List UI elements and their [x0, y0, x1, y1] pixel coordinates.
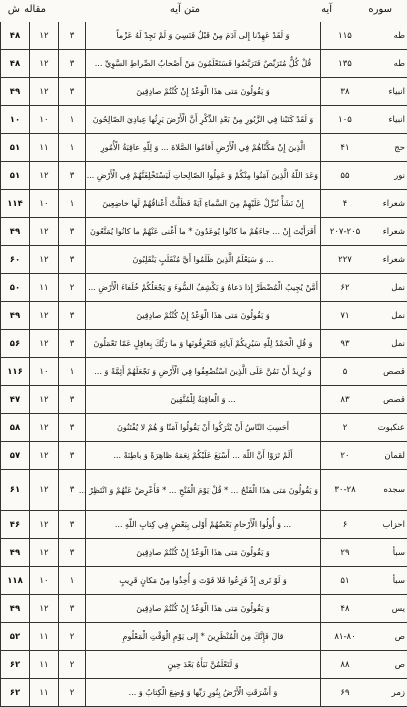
section-cell: ۱۰	[30, 190, 59, 218]
verse-text-cell: وَ يَقُولُونَ مَتى هذَا الْفَتْحُ ... * قُلْ يَوْمَ الْفَتْحِ ... * فَأَعْرِضْ عَنْهُمْ وَ انْتَظِرْ ...	[86, 470, 321, 511]
volume-cell: ۲	[59, 651, 86, 679]
table-row	[1, 623, 407, 651]
ayah-number-cell: ۲۰	[321, 442, 370, 470]
volume-cell: ۲	[59, 623, 86, 651]
volume-cell: ۳	[59, 470, 86, 511]
volume-cell: ۱	[59, 567, 86, 595]
surah-cell: سجده	[369, 470, 407, 511]
section-cell: ۱۲	[30, 246, 59, 274]
section-cell: ۱۲	[30, 414, 59, 442]
table-row	[1, 442, 407, 470]
verse-text-cell: وَ يَقُولُونَ مَتى هذَا الْوَعْدُ إِنْ كُنْتُمْ صادِقِينَ	[86, 302, 321, 330]
volume-cell: ۳	[59, 218, 86, 246]
ayah-number-cell: ۲۰۷-۲۰۵	[321, 218, 370, 246]
table-row	[1, 106, 407, 134]
surah-cell: قصص	[369, 358, 407, 386]
table-row	[1, 358, 407, 386]
section-cell: ۱۲	[30, 511, 59, 539]
section-cell: ۱۲	[30, 302, 59, 330]
volume-cell: ۱	[59, 190, 86, 218]
page-number-cell: ۴۶	[1, 511, 30, 539]
table-row	[1, 330, 407, 358]
table-row	[1, 651, 407, 679]
section-cell: ۱۲	[30, 470, 59, 511]
ayah-number-cell: ۶	[321, 511, 370, 539]
surah-cell: ص	[369, 651, 407, 679]
ayah-number-cell: ۹۳	[321, 330, 370, 358]
surah-cell: شعراء	[369, 218, 407, 246]
section-cell: ۱۱	[30, 274, 59, 302]
section-cell: ۱۲	[30, 595, 59, 623]
page-number-cell: ۶۱	[1, 470, 30, 511]
page-number-cell: ۱۱۸	[1, 567, 30, 595]
surah-cell: زمر	[369, 679, 407, 707]
table-row	[1, 595, 407, 623]
section-cell: ۱۲	[30, 22, 59, 50]
verse-text-cell: ... وَ سَيَعْلَمُ الَّذِينَ ظَلَمُوا أَيَّ مُنْقَلَبٍ يَنْقَلِبُونَ	[86, 246, 321, 274]
verse-text-cell: وَ لَوْ تَرى إِذْ فَزِعُوا فَلا فَوْتَ وَ أُخِذُوا مِنْ مَكانٍ قَرِيبٍ	[86, 567, 321, 595]
verse-text-cell: وَ لَقَدْ عَهِدْنا إِلى آدَمَ مِنْ قَبْلُ فَنَسِيَ وَ لَمْ نَجِدْ لَهُ عَزْماً	[86, 22, 321, 50]
ayah-number-cell: ۳۰-۲۸	[321, 470, 370, 511]
page-number-cell: ۵۶	[1, 330, 30, 358]
section-cell: ۱۱	[30, 651, 59, 679]
surah-cell: انبیاء	[369, 78, 407, 106]
section-cell: ۱۲	[30, 442, 59, 470]
section-cell: ۱۰	[30, 567, 59, 595]
table-row	[1, 679, 407, 707]
table-row	[1, 386, 407, 414]
ayah-number-cell: ۵۵	[321, 162, 370, 190]
ayah-number-cell: ۶۹	[321, 679, 370, 707]
page-number-cell: ۱۱۶	[1, 358, 30, 386]
volume-cell: ۱	[59, 106, 86, 134]
verse-text-cell: وَ لَتَعْلَمُنَّ نَبَأَهُ بَعْدَ حِينٍ	[86, 651, 321, 679]
page-number-cell: ۱۱۴	[1, 190, 30, 218]
section-cell: ۱۱	[30, 134, 59, 162]
surah-cell: لقمان	[369, 442, 407, 470]
ayah-number-cell: ۵۱	[321, 567, 370, 595]
surah-cell: قصص	[369, 386, 407, 414]
table-row	[1, 539, 407, 567]
volume-cell: ۳	[59, 246, 86, 274]
verse-index-table	[0, 22, 407, 707]
verse-text-cell: الَّذِينَ إِنْ مَكَّنّاهُمْ فِي الْأَرْضِ أَقامُوا الصَّلاةَ ... وَ لِلّهِ عاقِبَةُ الْأُمُورِ	[86, 134, 321, 162]
table-row	[1, 302, 407, 330]
table-row	[1, 190, 407, 218]
volume-cell: ۳	[59, 442, 86, 470]
volume-cell: ۳	[59, 22, 86, 50]
surah-cell: شعراء	[369, 246, 407, 274]
page-number-cell: ۴۷	[1, 386, 30, 414]
section-cell: ۱۰	[30, 106, 59, 134]
verse-text-cell: وَ يَقُولُونَ مَتى هذَا الْوَعْدُ إِنْ كُنْتُمْ صادِقِينَ	[86, 539, 321, 567]
page-number-cell: ۶۲	[1, 679, 30, 707]
ayah-number-cell: ۲	[321, 414, 370, 442]
table-row	[1, 274, 407, 302]
verse-text-cell: وَ لَقَدْ كَتَبْنا فِي الزَّبُورِ مِنْ بَعْدِ الذِّكْرِ أَنَّ الْأَرْضَ يَرِثُها عِبادِيَ الصّالِحُونَ	[86, 106, 321, 134]
header-ayah: آیه	[321, 4, 332, 15]
volume-cell: ۲	[59, 679, 86, 707]
section-cell: ۱۲	[30, 386, 59, 414]
surah-cell: عنكبوت	[369, 414, 407, 442]
surah-cell: نمل	[369, 302, 407, 330]
table-row	[1, 162, 407, 190]
page-number-cell: ۵۱	[1, 134, 30, 162]
surah-cell: یس	[369, 595, 407, 623]
ayah-number-cell: ۸۱-۸۰	[321, 623, 370, 651]
verse-text-cell: أَمَّنْ يُجِيبُ الْمُضْطَرَّ إِذا دَعاهُ وَ يَكْشِفُ السُّوءَ وَ يَجْعَلُكُمْ خُلَفاءَ الْأَرْضِ ...	[86, 274, 321, 302]
volume-cell: ۳	[59, 302, 86, 330]
volume-cell: ۳	[59, 330, 86, 358]
surah-cell: نمل	[369, 330, 407, 358]
surah-cell: حج	[369, 134, 407, 162]
verse-text-cell: وَعَدَ اللّهُ الَّذِينَ آمَنُوا مِنْكُمْ وَ عَمِلُوا الصّالِحاتِ لَيَسْتَخْلِفَنَّهُمْ فِي الْأَرْضِ ...	[86, 162, 321, 190]
verse-text-cell: وَ يَقُولُونَ مَتى هذَا الْوَعْدُ إِنْ كُنْتُمْ صادِقِينَ	[86, 595, 321, 623]
page-number-cell: ۵۲	[1, 623, 30, 651]
verse-text-cell: أَحَسِبَ النّاسُ أَنْ يُتْرَكُوا أَنْ يَقُولُوا آمَنّا وَ هُمْ لا يُفْتَنُونَ	[86, 414, 321, 442]
verse-text-cell: ... وَ الْعاقِبَةُ لِلْمُتَّقِينَ	[86, 386, 321, 414]
section-cell: ۱۲	[30, 78, 59, 106]
section-cell: ۱۰	[30, 358, 59, 386]
page-number-cell: ۴۹	[1, 539, 30, 567]
ayah-number-cell: ۲۲۷	[321, 246, 370, 274]
page-number-cell: ۵۱	[1, 162, 30, 190]
ayah-number-cell: ۸۸	[321, 651, 370, 679]
page-number-cell: ۱۰	[1, 106, 30, 134]
surah-cell: طه	[369, 22, 407, 50]
volume-cell: ۳	[59, 511, 86, 539]
ayah-number-cell: ۵	[321, 358, 370, 386]
volume-cell: ۳	[59, 162, 86, 190]
surah-cell: ص	[369, 623, 407, 651]
ayah-number-cell: ۴۱	[321, 134, 370, 162]
verse-text-cell: وَ قُلِ الْحَمْدُ لِلّهِ سَيُرِيكُمْ آياتِهِ فَتَعْرِفُونَها وَ ما رَبُّكَ بِغافِلٍ عَمّا تَعْمَلُونَ	[86, 330, 321, 358]
surah-cell: سبأ	[369, 567, 407, 595]
surah-cell: احزاب	[369, 511, 407, 539]
verse-text-cell: إِنْ نَشَأْ نُنَزِّلْ عَلَيْهِمْ مِنَ السَّماءِ آيَةً فَظَلَّتْ أَعْناقُهُمْ لَها خاضِعِينَ	[86, 190, 321, 218]
section-cell: ۱۲	[30, 539, 59, 567]
page-number-cell: ۴۹	[1, 302, 30, 330]
ayah-number-cell: ۲۹	[321, 539, 370, 567]
table-row	[1, 218, 407, 246]
column-header-row	[0, 0, 400, 20]
verse-text-cell: وَ يَقُولُونَ مَتى هذَا الْوَعْدُ إِنْ كُنْتُمْ صادِقِينَ	[86, 78, 321, 106]
surah-cell: سبأ	[369, 539, 407, 567]
table-row	[1, 511, 407, 539]
ayah-number-cell: ۷۱	[321, 302, 370, 330]
volume-cell: ۳	[59, 78, 86, 106]
header-surah: سوره	[368, 4, 392, 15]
page-number-cell: ۵۸	[1, 414, 30, 442]
volume-cell: ۱	[59, 134, 86, 162]
page-number-cell: ۴۹	[1, 78, 30, 106]
surah-cell: انبیاء	[369, 106, 407, 134]
section-cell: ۱۲	[30, 218, 59, 246]
verse-text-cell: ... وَ أُولُوا الْأَرْحامِ بَعْضُهُمْ أَوْلى بِبَعْضٍ فِي كِتابِ اللّهِ ...	[86, 511, 321, 539]
volume-cell: ۱	[59, 358, 86, 386]
page-number-cell: ۴۹	[1, 218, 30, 246]
volume-cell: ۳	[59, 414, 86, 442]
ayah-number-cell: ۶۲	[321, 274, 370, 302]
ayah-number-cell: ۱۱۵	[321, 22, 370, 50]
page-number-cell: ۶۲	[1, 651, 30, 679]
surah-cell: نمل	[369, 274, 407, 302]
header-sh: ش	[8, 4, 20, 15]
section-cell: ۱۱	[30, 679, 59, 707]
verse-text-cell: وَ أَشْرَقَتِ الْأَرْضُ بِنُورِ رَبِّها وَ وُضِعَ الْكِتابُ وَ ...	[86, 679, 321, 707]
table-row	[1, 246, 407, 274]
ayah-number-cell: ۱۳۵	[321, 50, 370, 78]
surah-cell: شعراء	[369, 190, 407, 218]
header-maqala: مقاله	[24, 4, 46, 15]
page-number-cell: ۶۰	[1, 246, 30, 274]
verse-text-cell: أَفَرَأَيْتَ إِنْ ... جاءَهُمْ ما كانُوا يُوعَدُونَ * ما أَغْنى عَنْهُمْ ما كانُوا يُمَتَّعُونَ	[86, 218, 321, 246]
table-row	[1, 22, 407, 50]
verse-text-cell: قُلْ كُلٌّ مُتَرَبِّصٌ فَتَرَبَّصُوا فَسَتَعْلَمُونَ مَنْ أَصْحابُ الصِّراطِ السَّوِيِّ ...	[86, 50, 321, 78]
ayah-number-cell: ۳۸	[321, 78, 370, 106]
verse-text-cell: أَلَمْ تَرَوْا أَنَّ اللّهَ ... أَسْبَغَ عَلَيْكُمْ نِعَمَهُ ظاهِرَةً وَ باطِنَةً ...	[86, 442, 321, 470]
volume-cell: ۳	[59, 539, 86, 567]
volume-cell: ۳	[59, 50, 86, 78]
surah-cell: طه	[369, 50, 407, 78]
ayah-number-cell: ۴۸	[321, 595, 370, 623]
volume-cell: ۳	[59, 386, 86, 414]
table-row	[1, 78, 407, 106]
volume-cell: ۲	[59, 274, 86, 302]
section-cell: ۱۲	[30, 162, 59, 190]
page-number-cell: ۴۸	[1, 50, 30, 78]
section-cell: ۱۲	[30, 330, 59, 358]
table-row	[1, 134, 407, 162]
table-row	[1, 470, 407, 511]
surah-cell: نور	[369, 162, 407, 190]
page-number-cell: ۴۸	[1, 22, 30, 50]
verse-text-cell: قالَ فَإِنَّكَ مِنَ الْمُنْظَرِينَ * إِلى يَوْمِ الْوَقْتِ الْمَعْلُومِ	[86, 623, 321, 651]
table-row	[1, 567, 407, 595]
table-row	[1, 50, 407, 78]
verse-text-cell: وَ نُرِيدُ أَنْ نَمُنَّ عَلَى الَّذِينَ اسْتُضْعِفُوا فِي الْأَرْضِ وَ نَجْعَلَهُمْ أَئِمَّةً وَ ...	[86, 358, 321, 386]
header-text: متن آیه	[170, 4, 200, 15]
table-row	[1, 414, 407, 442]
page-number-cell: ۵۰	[1, 274, 30, 302]
page-number-cell: ۵۷	[1, 442, 30, 470]
section-cell: ۱۱	[30, 623, 59, 651]
ayah-number-cell: ۸۳	[321, 386, 370, 414]
ayah-number-cell: ۴	[321, 190, 370, 218]
ayah-number-cell: ۱۰۵	[321, 106, 370, 134]
section-cell: ۱۲	[30, 50, 59, 78]
volume-cell: ۳	[59, 595, 86, 623]
page-number-cell: ۴۹	[1, 595, 30, 623]
